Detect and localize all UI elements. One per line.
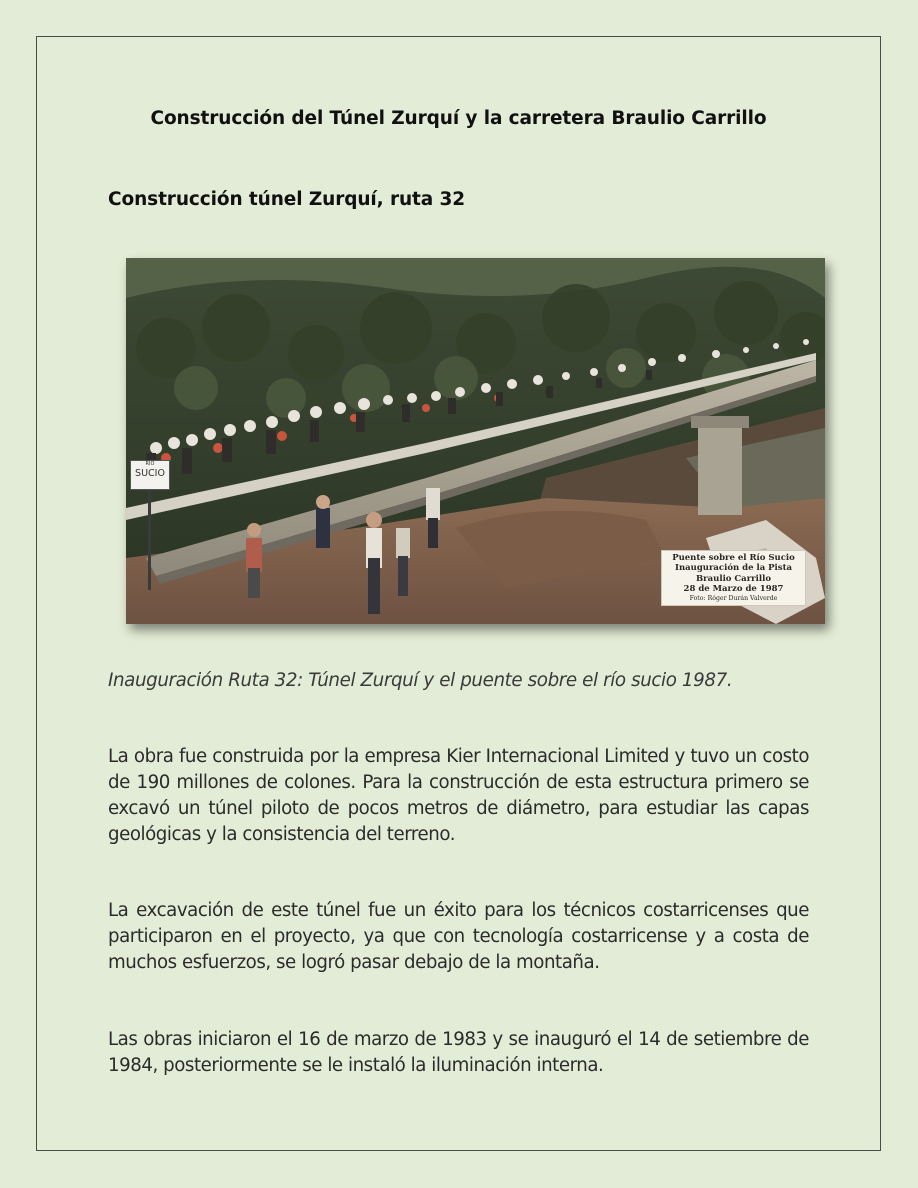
photo-caption-line4: 28 de Marzo de 1987 — [683, 584, 784, 595]
photo-caption-line2: Inauguración de la Pista — [674, 563, 792, 574]
photo-caption: Inauguración Ruta 32: Túnel Zurquí y el puente sobre el río sucio 1987. — [108, 670, 733, 691]
photo-caption-line3: Braulio Carrillo — [695, 573, 772, 584]
paragraph-1: La obra fue construida por la empresa Kier Internacional Limited y tuvo un costo de 190 millones de colones. Para la construcción de esta estructura primero se excavó un túnel piloto de pocos metros de diámetro, para estudiar las capas geológicas y la consistencia del terreno. — [108, 746, 809, 845]
sign-small-text: RIO — [145, 461, 155, 467]
rio-sucio-sign — [130, 460, 170, 490]
paragraph-3: Las obras iniciaron el 16 de marzo de 1983 y se inauguró el 14 de setiembre de 1984, posteriormente se le instaló la iluminación interna. — [108, 1029, 809, 1076]
page-title: Construcción del Túnel Zurquí y la carretera Braulio Carrillo — [150, 108, 767, 129]
section-heading: Construcción túnel Zurquí, ruta 32 — [108, 189, 466, 210]
photo-caption-line1: Puente sobre el Río Sucio — [672, 553, 795, 563]
photo-caption-box — [661, 550, 806, 606]
photo-credit: Foto: Róger Durán Valverde — [689, 594, 778, 602]
bridge-photo — [126, 258, 825, 624]
paragraph-2: La excavación de este túnel fue un éxito para los técnicos costarricenses que participaron en el proyecto, ya que con tecnología costarricense y a costa de muchos esfuerzos, se logró pasar debajo de la montaña. — [108, 900, 809, 973]
sign-text: SUCIO — [135, 468, 165, 479]
